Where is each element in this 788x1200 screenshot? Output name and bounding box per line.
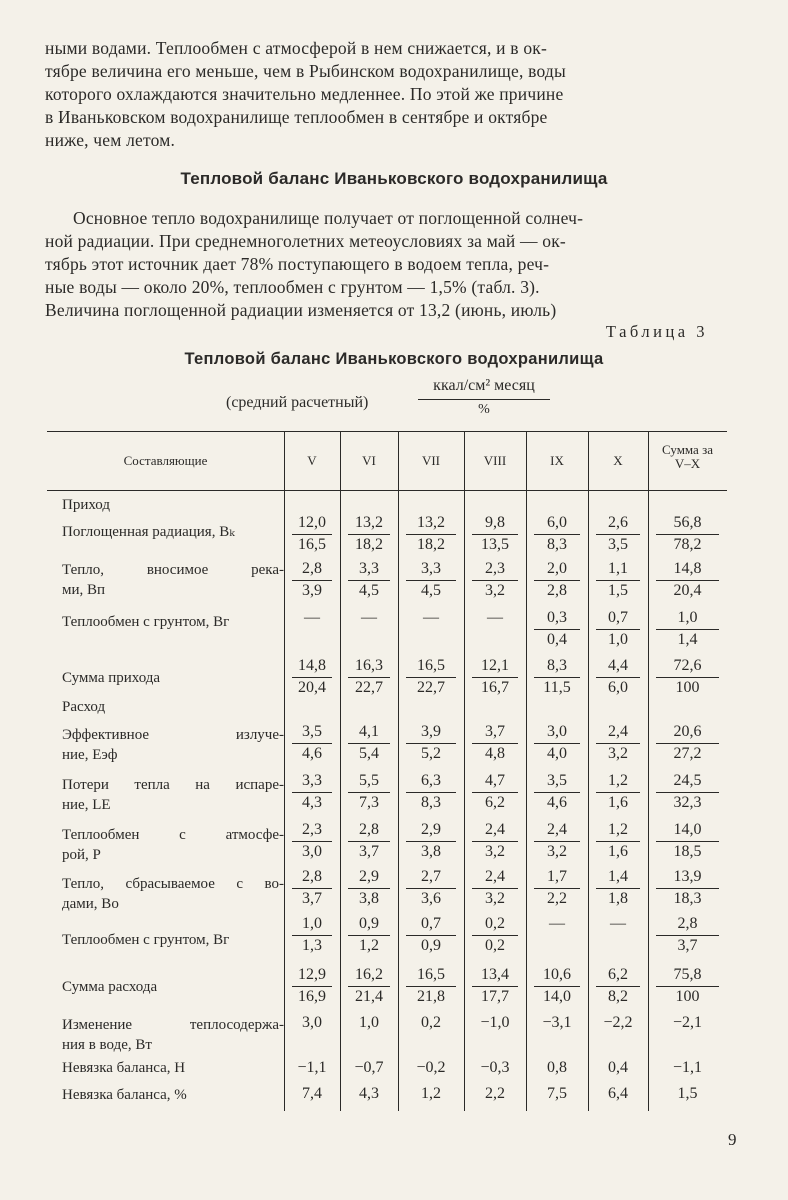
cell-value-top: 1,0 — [677, 609, 698, 626]
cell-value-bottom: 3,2 — [485, 890, 505, 907]
cell-value-bottom: 18,3 — [673, 890, 702, 907]
table-cell: 1,0 — [359, 1014, 379, 1031]
table-cell: 0,4 — [608, 1059, 628, 1076]
table-cell — [340, 608, 398, 628]
table-basis: (средний расчетный) — [226, 394, 369, 411]
cell-value-bottom: 13,5 — [481, 536, 509, 553]
cell-value-bottom: 2,2 — [547, 890, 567, 907]
table-cell: −0,3 — [480, 1059, 510, 1076]
cell-value-bottom: 3,2 — [608, 745, 628, 762]
cell-value-bottom: 3,2 — [485, 843, 505, 860]
cell-value-bottom: 1,3 — [302, 937, 322, 954]
cell-value-bottom: 1,0 — [608, 631, 628, 648]
table-cell: 0,2 — [421, 1014, 441, 1031]
header-sum — [648, 443, 727, 471]
cell-value-bottom: 4,3 — [302, 794, 322, 811]
cell-value-top: 16,3 — [355, 657, 383, 674]
unit-denominator: % — [478, 402, 490, 417]
table-cell — [648, 722, 727, 764]
table-cell: −2,2 — [603, 1014, 633, 1031]
cell-value-bottom: 8,3 — [421, 794, 441, 811]
table-cell: −0,2 — [416, 1059, 446, 1076]
page-number: 9 — [728, 1130, 737, 1149]
cell-value-top: 6,3 — [421, 772, 441, 789]
text-line: Основное тепло водохранилище получает от поглощенной солнеч- — [73, 208, 584, 228]
cell-value-top: 2,8 — [302, 560, 322, 577]
table-cell — [588, 608, 648, 650]
table-cell: 1,5 — [677, 1085, 698, 1102]
cell-value-top: 6,0 — [547, 514, 567, 531]
cell-value-top: 16,5 — [417, 966, 445, 983]
cell-value-top: 2,9 — [359, 868, 379, 885]
cell-value-top: 14,8 — [673, 560, 702, 577]
table-cell: 2,2 — [485, 1085, 505, 1102]
cell-value-top: 72,6 — [673, 657, 702, 674]
row-label — [62, 977, 284, 997]
row-label-line: Невязка баланса, Н — [62, 1060, 186, 1076]
table-cell — [398, 656, 464, 698]
header-month: X — [613, 453, 623, 468]
cell-value-bottom: 16,5 — [298, 536, 326, 553]
table-cell — [464, 867, 526, 909]
text-line: ные воды — около 20%, теплообмен с грунтом — 1,5% (табл. 3). — [45, 277, 540, 297]
cell-value-top: 3,3 — [421, 560, 441, 577]
table-cell — [588, 965, 648, 1007]
cell-value-bottom: 3,2 — [547, 843, 567, 860]
table-cell — [648, 771, 727, 813]
cell-value-top: — — [549, 915, 565, 932]
row-label-line: ние, Еэф — [62, 747, 118, 763]
cell-value-top: 2,3 — [485, 560, 505, 577]
cell-value-top: 2,8 — [677, 915, 698, 932]
table-cell: 1,2 — [421, 1085, 441, 1102]
row-label-line: Теплообмен с грунтом, Вг — [62, 614, 230, 630]
cell-value-top: 2,4 — [608, 723, 628, 740]
table-cell — [464, 771, 526, 813]
fraction-bar — [418, 399, 550, 400]
table-cell — [398, 914, 464, 956]
cell-value-top: 13,2 — [417, 514, 445, 531]
table-cell — [648, 513, 727, 555]
table-cell — [526, 867, 588, 909]
cell-value-bottom: 22,7 — [355, 679, 383, 696]
table-cell — [464, 965, 526, 1007]
cell-value-bottom: 16,7 — [481, 679, 509, 696]
header-month: VI — [362, 453, 376, 468]
cell-value-bottom: 4,8 — [485, 745, 505, 762]
row-label-line: ния в воде, Вт — [62, 1037, 152, 1053]
header-components: Составляющие — [123, 453, 208, 468]
cell-value-top: 0,9 — [359, 915, 379, 932]
cell-value-top: 16,2 — [355, 966, 383, 983]
cell-value-top: 2,4 — [485, 821, 505, 838]
cell-value-bottom: 32,3 — [673, 794, 702, 811]
paragraph-main — [45, 207, 725, 322]
row-label-line: Тепло, сбрасываемое с во- — [62, 876, 284, 892]
cell-value-bottom: 3,8 — [421, 843, 441, 860]
row-label-line: Потери тепла на испаре- — [62, 777, 284, 793]
cell-value-top: 2,3 — [302, 821, 322, 838]
row-label-line: Теплообмен с грунтом, Вг — [62, 932, 230, 948]
cell-value-top: 4,4 — [608, 657, 628, 674]
table-cell — [464, 914, 526, 956]
table-cell — [526, 513, 588, 555]
row-label-line: Теплообмен с атмосфе- — [62, 827, 284, 843]
text-line: которого охлаждаются значительно медленнее. По этой же причине — [45, 84, 564, 104]
row-label-line: Поглощенная радиация, Вₖ — [62, 524, 235, 540]
cell-value-bottom: 20,4 — [673, 582, 702, 599]
table-cell: 3,0 — [302, 1014, 322, 1031]
table-cell — [398, 722, 464, 764]
cell-value-top: 13,9 — [673, 868, 702, 885]
row-label-line: дами, Во — [62, 896, 119, 912]
table-cell: −1,0 — [480, 1014, 510, 1031]
cell-value-top: 3,5 — [547, 772, 567, 789]
table-cell — [648, 656, 727, 698]
cell-value-bottom: 100 — [675, 988, 700, 1005]
table-cell — [284, 513, 340, 555]
row-label — [62, 560, 284, 600]
table-cell — [588, 559, 648, 601]
cell-value-bottom: 18,2 — [355, 536, 383, 553]
row-label-line: рой, Р — [62, 847, 101, 863]
table-cell — [588, 656, 648, 698]
row-label-line: Сумма расхода — [62, 979, 158, 995]
table-cell — [340, 559, 398, 601]
cell-value-bottom: 7,3 — [359, 794, 379, 811]
table-cell — [340, 867, 398, 909]
cell-value-top: 75,8 — [673, 966, 702, 983]
cell-value-bottom: 3,2 — [485, 582, 505, 599]
cell-value-top: 3,0 — [547, 723, 567, 740]
text-line: тябре величина его меньше, чем в Рыбинском водохранилище, воды — [45, 61, 566, 81]
section-heading: Тепловой баланс Иваньковского водохранилища — [180, 169, 608, 188]
table-header-rule — [47, 490, 727, 491]
row-label-line: Изменение теплосодержа- — [62, 1017, 284, 1033]
table-cell — [284, 722, 340, 764]
cell-value-bottom: 3,9 — [302, 582, 322, 599]
table-cell — [284, 867, 340, 909]
table-cell — [464, 722, 526, 764]
table-cell — [464, 820, 526, 862]
table-number: Таблица 3 — [605, 322, 708, 341]
table-cell — [588, 513, 648, 555]
cell-value-top: 14,8 — [298, 657, 326, 674]
table-cell — [398, 559, 464, 601]
table-cell: −2,1 — [672, 1014, 703, 1031]
row-label — [62, 1015, 284, 1055]
table-cell — [526, 722, 588, 764]
cell-value-bottom: 27,2 — [673, 745, 702, 762]
table-cell — [588, 914, 648, 934]
table-cell — [588, 820, 648, 862]
cell-value-bottom: 11,5 — [543, 679, 571, 696]
table-cell — [588, 867, 648, 909]
table-cell — [526, 771, 588, 813]
unit-fraction — [418, 377, 550, 418]
table-cell — [284, 771, 340, 813]
cell-value-top: 1,2 — [608, 772, 628, 789]
header-month: IX — [550, 453, 564, 468]
row-label-line: ние, LE — [62, 797, 111, 813]
cell-value-bottom: 17,7 — [481, 988, 509, 1005]
cell-value-top: 1,0 — [302, 915, 322, 932]
table-cell — [340, 914, 398, 956]
header-sum-line: Сумма за — [662, 442, 713, 457]
table-cell — [648, 867, 727, 909]
cell-value-top: — — [487, 609, 503, 626]
cell-value-bottom: 3,0 — [302, 843, 322, 860]
table-cell — [464, 559, 526, 601]
cell-value-bottom: 1,4 — [677, 631, 698, 648]
table-cell — [648, 965, 727, 1007]
cell-value-top: 14,0 — [673, 821, 702, 838]
cell-value-top: 1,2 — [608, 821, 628, 838]
cell-value-bottom: 20,4 — [298, 679, 326, 696]
cell-value-bottom: 3,8 — [359, 890, 379, 907]
table-cell — [398, 867, 464, 909]
table-cell — [526, 965, 588, 1007]
cell-value-bottom: 3,6 — [421, 890, 441, 907]
table-cell: −1,1 — [672, 1059, 703, 1076]
table-cell — [340, 820, 398, 862]
cell-value-top: 2,9 — [421, 821, 441, 838]
cell-value-bottom: 14,0 — [543, 988, 571, 1005]
header-month: V — [307, 453, 317, 468]
cell-value-bottom: 1,6 — [608, 843, 628, 860]
row-label — [62, 612, 284, 632]
row-label-line: Невязка баланса, % — [62, 1087, 187, 1103]
cell-value-top: 13,2 — [355, 514, 383, 531]
cell-value-top: 4,7 — [485, 772, 505, 789]
cell-value-bottom: 4,6 — [302, 745, 322, 762]
cell-value-top: 0,3 — [547, 609, 567, 626]
text-line: тябрь этот источник дает 78% поступающего в водоем тепла, реч- — [45, 254, 550, 274]
table-cell — [526, 820, 588, 862]
cell-value-bottom: 6,0 — [608, 679, 628, 696]
cell-value-bottom: 22,7 — [417, 679, 445, 696]
income-section-label: Приход — [62, 497, 110, 513]
row-label-line: Тепло, вносимое река- — [62, 562, 284, 578]
table-cell: 4,3 — [359, 1085, 379, 1102]
table-cell — [284, 965, 340, 1007]
cell-value-top: — — [361, 609, 377, 626]
paragraph-intro — [45, 37, 725, 152]
table-cell: 7,4 — [302, 1085, 322, 1102]
cell-value-bottom: 3,7 — [677, 937, 698, 954]
cell-value-bottom: 78,2 — [673, 536, 702, 553]
table-top-rule — [47, 431, 727, 432]
table-cell — [340, 965, 398, 1007]
row-label — [62, 1085, 284, 1105]
cell-value-bottom: 21,4 — [355, 988, 383, 1005]
cell-value-top: 8,3 — [547, 657, 567, 674]
row-label — [62, 775, 284, 815]
cell-value-top: — — [610, 915, 626, 932]
cell-value-bottom: 6,2 — [485, 794, 505, 811]
cell-value-bottom: 4,5 — [421, 582, 441, 599]
table-cell — [398, 771, 464, 813]
cell-value-bottom: 16,9 — [298, 988, 326, 1005]
cell-value-top: 1,4 — [608, 868, 628, 885]
table-cell: 0,8 — [547, 1059, 567, 1076]
cell-value-bottom: 0,2 — [485, 937, 505, 954]
table-cell — [648, 608, 727, 650]
cell-value-top: 2,7 — [421, 868, 441, 885]
table-cell — [526, 914, 588, 934]
cell-value-top: 0,7 — [608, 609, 628, 626]
cell-value-top: 3,3 — [359, 560, 379, 577]
cell-value-top: 13,4 — [481, 966, 509, 983]
table-cell: 7,5 — [547, 1085, 567, 1102]
cell-value-top: 12,9 — [298, 966, 326, 983]
row-label — [62, 522, 284, 542]
table-cell — [526, 559, 588, 601]
cell-value-bottom: 2,8 — [547, 582, 567, 599]
cell-value-bottom: 8,2 — [608, 988, 628, 1005]
table-cell — [588, 722, 648, 764]
cell-value-top: 10,6 — [543, 966, 571, 983]
cell-value-top: 0,7 — [421, 915, 441, 932]
text-line: ниже, чем летом. — [45, 130, 176, 150]
cell-value-bottom: 1,6 — [608, 794, 628, 811]
cell-value-bottom: 1,2 — [359, 937, 379, 954]
table-cell: −0,7 — [354, 1059, 384, 1076]
cell-value-top: 24,5 — [673, 772, 702, 789]
unit-numerator: ккал/см² месяц — [433, 377, 535, 394]
cell-value-top: 1,1 — [608, 560, 628, 577]
table-cell: −3,1 — [542, 1014, 572, 1031]
text-line: ными водами. Теплообмен с атмосферой в нем снижается, и в ок- — [45, 38, 548, 58]
cell-value-bottom: 5,4 — [359, 745, 379, 762]
header-month: VIII — [483, 453, 507, 468]
cell-value-top: 0,2 — [485, 915, 505, 932]
row-label-line: ми, Вп — [62, 582, 106, 598]
cell-value-top: 1,7 — [547, 868, 567, 885]
table-cell — [398, 820, 464, 862]
table-cell — [284, 820, 340, 862]
cell-value-bottom: 18,5 — [673, 843, 702, 860]
text-line: Величина поглощенной радиации изменяется от 13,2 (июнь, июль) — [45, 300, 557, 320]
cell-value-top: 9,8 — [485, 514, 505, 531]
cell-value-top: 12,1 — [481, 657, 509, 674]
cell-value-bottom: 0,9 — [421, 937, 441, 954]
cell-value-top: 2,6 — [608, 514, 628, 531]
cell-value-top: 2,8 — [302, 868, 322, 885]
cell-value-top: 20,6 — [673, 723, 702, 740]
cell-value-bottom: 8,3 — [547, 536, 567, 553]
cell-value-bottom: 1,5 — [608, 582, 628, 599]
row-label — [62, 725, 284, 765]
row-label-line: Сумма прихода — [62, 670, 161, 686]
table-cell — [398, 608, 464, 628]
table-cell — [284, 559, 340, 601]
table-cell — [340, 656, 398, 698]
row-label — [62, 668, 284, 688]
cell-value-top: 2,0 — [547, 560, 567, 577]
cell-value-bottom: 100 — [675, 679, 700, 696]
table-cell — [340, 722, 398, 764]
cell-value-bottom: 3,7 — [302, 890, 322, 907]
table-cell — [464, 608, 526, 628]
cell-value-top: 56,8 — [673, 514, 702, 531]
table-cell — [588, 771, 648, 813]
table-cell — [398, 965, 464, 1007]
cell-value-top: 2,4 — [485, 868, 505, 885]
cell-value-bottom: 5,2 — [421, 745, 441, 762]
header-month: VII — [421, 453, 441, 468]
cell-value-bottom: 18,2 — [417, 536, 445, 553]
row-label — [62, 874, 284, 914]
cell-value-top: 16,5 — [417, 657, 445, 674]
cell-value-top: — — [423, 609, 439, 626]
cell-value-bottom: 3,7 — [359, 843, 379, 860]
table-cell — [284, 608, 340, 628]
table-cell — [526, 656, 588, 698]
cell-value-top: 3,9 — [421, 723, 441, 740]
table-cell — [398, 513, 464, 555]
table-cell — [464, 656, 526, 698]
cell-value-bottom: 21,8 — [417, 988, 445, 1005]
cell-value-top: 3,3 — [302, 772, 322, 789]
cell-value-bottom: 4,6 — [547, 794, 567, 811]
table-title: Тепловой баланс Иваньковского водохранилища — [184, 350, 604, 368]
cell-value-bottom: 1,8 — [608, 890, 628, 907]
row-label-line: Эффективное излуче- — [62, 727, 284, 743]
table-cell: 6,4 — [608, 1085, 628, 1102]
table-cell — [526, 608, 588, 650]
cell-value-bottom: 4,5 — [359, 582, 379, 599]
table-cell — [648, 914, 727, 956]
text-line: в Иваньковском водохранилище теплообмен в сентябре и октябре — [45, 107, 548, 127]
cell-value-bottom: 3,5 — [608, 536, 628, 553]
row-label — [62, 930, 284, 950]
cell-value-top: 6,2 — [608, 966, 628, 983]
text-line: ной радиации. При среднемноголетних метеоусловиях за май — ок- — [45, 231, 566, 251]
row-label — [62, 1058, 284, 1078]
table-cell — [340, 771, 398, 813]
header-sum-line: V–X — [674, 456, 701, 471]
table-cell — [284, 914, 340, 956]
table-cell: −1,1 — [297, 1059, 327, 1076]
table-cell — [284, 656, 340, 698]
cell-value-top: 4,1 — [359, 723, 379, 740]
cell-value-bottom: 0,4 — [547, 631, 567, 648]
cell-value-top: 2,4 — [547, 821, 567, 838]
cell-value-top: 2,8 — [359, 821, 379, 838]
row-label — [62, 825, 284, 865]
cell-value-top: — — [304, 609, 320, 626]
cell-value-top: 3,5 — [302, 723, 322, 740]
table-cell — [464, 513, 526, 555]
expense-section-label: Расход — [62, 699, 106, 715]
cell-value-top: 3,7 — [485, 723, 505, 740]
table-cell — [648, 820, 727, 862]
table-cell — [340, 513, 398, 555]
table-cell — [648, 559, 727, 601]
cell-value-top: 5,5 — [359, 772, 379, 789]
cell-value-bottom: 4,0 — [547, 745, 567, 762]
cell-value-top: 12,0 — [298, 514, 326, 531]
